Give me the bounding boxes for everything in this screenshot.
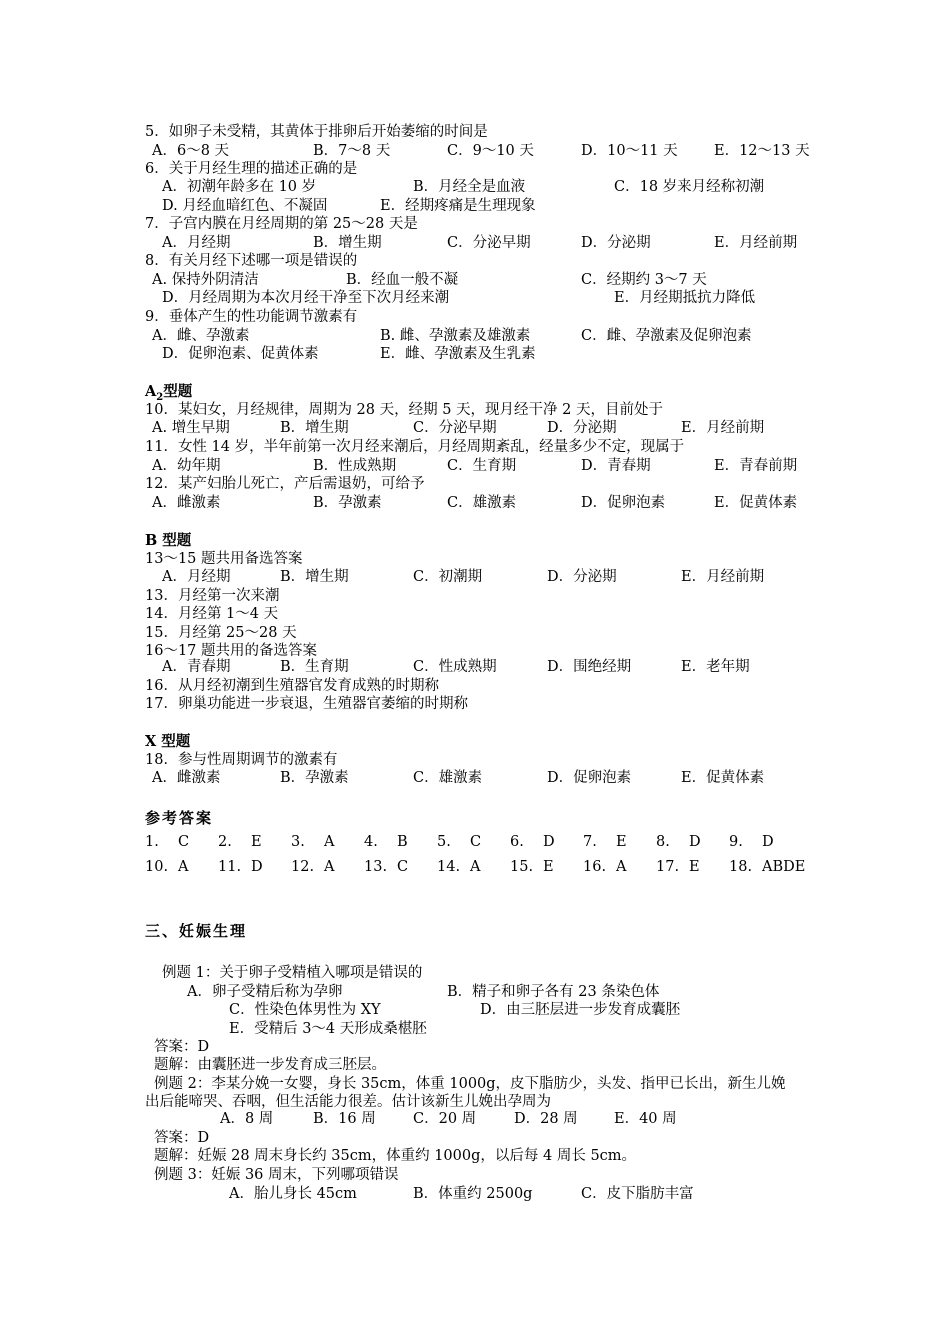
answer-number: 4. <box>364 834 378 850</box>
section-a2-heading: $A_2$型题 <box>145 383 193 403</box>
answer-value: E <box>689 859 700 875</box>
option-a: A. 增生早期 <box>152 420 230 436</box>
answer-value: B <box>397 834 408 850</box>
answer-value: A <box>616 859 627 875</box>
option-c: C．性成熟期 <box>413 659 497 675</box>
option-e: E．雌、孕激素及生乳素 <box>380 346 536 362</box>
option-d: D．分泌期 <box>547 569 617 585</box>
option-d: D．10～11 天 <box>581 143 678 159</box>
option-e: E．促黄体素 <box>681 770 765 786</box>
answer-number: 7. <box>583 834 597 850</box>
answer-number: 10. <box>145 859 169 875</box>
answer-number: 3. <box>291 834 305 850</box>
answer-value: E <box>616 834 627 850</box>
option-a: A．雌激素 <box>152 495 221 511</box>
option-b: B．体重约 2500g <box>413 1186 533 1202</box>
option-d: D．促卵泡素 <box>547 770 632 786</box>
option-b: B．增生期 <box>280 420 349 436</box>
option-e: E．40 周 <box>614 1111 677 1127</box>
answer-number: 18. <box>729 859 753 875</box>
option-d: D．促卵泡素 <box>581 495 666 511</box>
answer-number: 9. <box>729 834 743 850</box>
option-c: C．20 周 <box>413 1111 477 1127</box>
option-b: B．增生期 <box>280 569 349 585</box>
answer-value: C <box>470 834 482 850</box>
option-a: A．卵子受精后称为孕卵 <box>187 984 343 1000</box>
option-a: A．雌激素 <box>152 770 221 786</box>
option-d: D．分泌期 <box>581 235 651 251</box>
option-c: C．性染色体男性为 XY <box>229 1002 381 1018</box>
option-c: C．雄激素 <box>413 770 483 786</box>
section-3-heading: 三、妊娠生理 <box>145 922 248 940</box>
option-c: C．分泌早期 <box>447 235 531 251</box>
option-c: C．9～10 天 <box>447 143 534 159</box>
answer-value: D <box>762 834 774 850</box>
answer-number: 2. <box>218 834 232 850</box>
option-e: E．月经前期 <box>681 420 765 436</box>
option-e: E．经期疼痛是生理现象 <box>380 198 536 214</box>
document-page: 5．如卵子未受精，其黄体于排卵后开始萎缩的时间是 A．6～8 天 B．7～8 天 C．9～10 天 D．10～11 天 E．12～13 天 6．关于月经生理的描述正确的是 A．初潮年龄多在 10 岁 B．月经全是血液 C．18 岁来月经称初潮 D. 月经血暗红色、不凝固 E．经期疼痛是生理现象 7．子宫内膜在月经周期的第 25～28 天是 A．月经期 B．增生期 C．分泌早期 D．分泌期 E．月经前期 8．有关月经下述哪一项是错误的 A. 保持外阴清洁 B．经血一般不凝 C．经期约 3～7 天 D．月经周期为本次月经干净至下次月经来潮 E．月经期抵抗力降低 9．垂体产生的性功能调节激素有 A．雌、孕激素 B. 雌、孕激素及雄激素 C．雌、孕激素及促卵泡素 D．促卵泡素、促黄体素 E．雌、孕激素及生乳素 $A_2$型题 10．某妇女，月经规律，周期为 28 天，经期 5 天，现月经干净 2 天，目前处于 A. 增生早期 B．增生期 C．分泌早期 D．分泌期 E．月经前期 11．女性 14 岁，半年前第一次月经来潮后，月经周期紊乱，经量多少不定，现属于 A．幼年期 B．性成熟期 C．生育期 D．青春期 E．青春前期 12．某产妇胎儿死亡，产后需退奶，可给予 A．雌激素 B．孕激素 C．雄激素 D．促卵泡素 E．促黄体素 B 型题 13～15 题共用备选答案 A．月经期 B．增生期 C．初潮期 D．分泌期 E．月经前期 13．月经第一次来潮 14．月经第 1～4 天 15．月经第 25～28 天 16～17 题共用的备选答案 A．青春期 B．生育期 C．性成熟期 D．围绝经期 E．老年期 16．从月经初潮到生殖器官发育成熟的时期称 17．卵巢功能进一步衰退，生殖器官萎缩的时期称 X 型题 18．参与性周期调节的激素有 A．雌激素 B．孕激素 C．雄激素 D．促卵泡素 E．促黄体素 参考答案 1. C 2. E 3. A 4. B 5. C 6. D 7. E 8. D 9. D 10. A 11. D 12. A 13. C 14. A 15. E 16. A 17. E 18. ABDE 三、妊娠生理 例题 1：关于卵子受精植入哪项是错误的 A．卵子受精后称为孕卵 B．精子和卵子各有 23 条染色体 C．性染色体男性为 XY D．由三胚层进一步发育成囊胚 E．受精后 3～4 天形成桑椹胚 答案：D 题解：由囊胚进一步发育成三胚层。 例题 2：李某分娩一女婴，身长 35cm，体重 1000g，皮下脂肪少，头发、指甲已长出，新生儿娩 出后能啼哭、吞咽，但生活能力很差。估计该新生儿娩出孕周为 A．8 周 B．16 周 C．20 周 D．28 周 E．40 周 答案：D 题解：妊娠 28 周末身长约 35cm，体重约 1000g，以后每 4 周长 5cm。 例题 3：妊娠 36 周末，下列哪项错误 A．胎儿身长 45cm B．体重约 2500g C．皮下脂肪丰富 <box>145 124 810 1202</box>
option-d: D．围绝经期 <box>547 659 632 675</box>
section-x-heading: X 型题 <box>145 733 191 750</box>
answer-number: 5. <box>437 834 451 850</box>
answer-number: 12. <box>291 859 315 875</box>
option-b: B. 雌、孕激素及雄激素 <box>380 328 531 344</box>
option-c: C．经期约 3～7 天 <box>581 272 707 288</box>
option-b: B．精子和卵子各有 23 条染色体 <box>447 984 660 1000</box>
option-d: D．促卵泡素、促黄体素 <box>162 346 319 362</box>
option-e: E．老年期 <box>681 659 750 675</box>
answer-value: ABDE <box>762 859 806 875</box>
answer-number: 8. <box>656 834 670 850</box>
option-e: E．促黄体素 <box>714 495 798 511</box>
option-e: E．12～13 天 <box>714 143 810 159</box>
answer-value: C <box>178 834 190 850</box>
option-b: B．生育期 <box>280 659 349 675</box>
option-b: B．月经全是血液 <box>413 179 526 195</box>
answer-value: A <box>470 859 481 875</box>
option-e: E．月经前期 <box>714 235 798 251</box>
option-c: C．18 岁来月经称初潮 <box>614 179 765 195</box>
option-a: A．月经期 <box>162 569 231 585</box>
option-a: A．幼年期 <box>152 458 221 474</box>
answer-number: 16. <box>583 859 607 875</box>
answers-heading: 参考答案 <box>145 809 214 827</box>
answer-value: D <box>251 859 263 875</box>
answer-value: D <box>689 834 701 850</box>
answer-value: E <box>543 859 554 875</box>
option-b: B．经血一般不凝 <box>346 272 459 288</box>
answer-number: 13. <box>364 859 388 875</box>
answer-value: C <box>397 859 409 875</box>
option-c: C．初潮期 <box>413 569 483 585</box>
answer-number: 11. <box>218 859 242 875</box>
option-b: B．16 周 <box>313 1111 376 1127</box>
option-a: A. 保持外阴清洁 <box>152 272 259 288</box>
option-b: B．7～8 天 <box>313 143 391 159</box>
option-c: C．雄激素 <box>447 495 517 511</box>
option-d: D．分泌期 <box>547 420 617 436</box>
answer-number: 15. <box>510 859 534 875</box>
answer-number: 1. <box>145 834 159 850</box>
option-e: E．青春前期 <box>714 458 798 474</box>
option-a: A．8 周 <box>220 1111 274 1127</box>
option-c: C．分泌早期 <box>413 420 497 436</box>
option-a: A．6～8 天 <box>152 143 230 159</box>
option-e: E．月经期抵抗力降低 <box>614 290 756 306</box>
option-c: C．生育期 <box>447 458 517 474</box>
option-a: A．胎儿身长 45cm <box>229 1186 357 1202</box>
option-a: A．月经期 <box>162 235 231 251</box>
answer-value: A <box>178 859 189 875</box>
answer-number: 14. <box>437 859 461 875</box>
answer-number: 6. <box>510 834 524 850</box>
option-d: D. 月经血暗红色、不凝固 <box>162 198 328 214</box>
answer-value: A <box>324 834 335 850</box>
option-a: A．青春期 <box>162 659 231 675</box>
option-d: D．由三胚层进一步发育成囊胚 <box>480 1002 681 1018</box>
option-c: C．皮下脂肪丰富 <box>581 1186 694 1202</box>
option-b: B．孕激素 <box>313 495 382 511</box>
option-c: C．雌、孕激素及促卵泡素 <box>581 328 752 344</box>
option-d: D．青春期 <box>581 458 651 474</box>
option-d: D．28 周 <box>514 1111 578 1127</box>
option-d: D．月经周期为本次月经干净至下次月经来潮 <box>162 290 450 306</box>
option-b: B．孕激素 <box>280 770 349 786</box>
answer-value: D <box>543 834 555 850</box>
answer-value: E <box>251 834 262 850</box>
option-a: A．初潮年龄多在 10 岁 <box>162 179 317 195</box>
option-a: A．雌、孕激素 <box>152 328 250 344</box>
answer-number: 17. <box>656 859 680 875</box>
answer-value: A <box>324 859 335 875</box>
option-b: B．增生期 <box>313 235 382 251</box>
option-b: B．性成熟期 <box>313 458 397 474</box>
option-e: E．月经前期 <box>681 569 765 585</box>
section-b-heading: B 型题 <box>145 532 192 549</box>
